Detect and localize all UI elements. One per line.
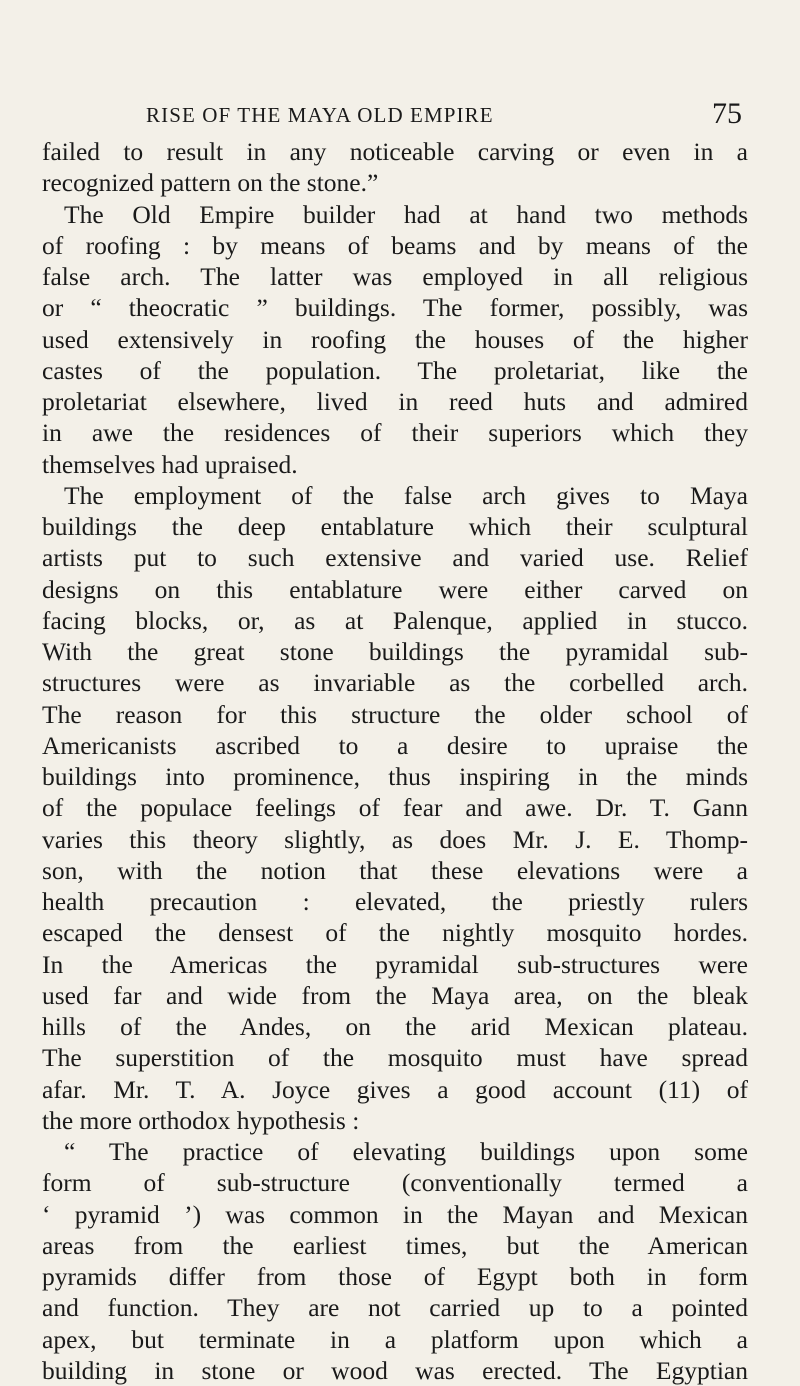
text-line: failed to result in any noticeable carving or even in a [42,137,748,166]
text-line: form of sub-structure (conventionally termed a [42,1168,748,1198]
page-number: 75 [712,97,742,130]
text-line: and function. They are not carried up to a pointed [42,1293,748,1323]
running-header [42,97,748,141]
text-line: With the great stone buildings the pyramidal sub- [42,637,748,666]
text-line: health precaution : elevated, the priestly rulers [42,887,748,916]
text-line: pyramids differ from those of Egypt both in form [42,1262,748,1291]
body-text [42,136,748,1386]
text-line: Americanists ascribed to a desire to upraise the [42,730,748,760]
text-line: the more orthodox hypothesis : [42,1105,360,1135]
text-line: The reason for this structure the older school of [42,699,748,729]
text-line: artists put to such extensive and varied use. Relief [42,543,748,573]
text-line: apex, but terminate in a platform upon which a [42,1324,748,1354]
text-line: varies this theory slightly, as does Mr. J. E. Thomp- [42,824,748,854]
text-line: of roofing : by means of beams and by means of the [42,230,748,260]
text-line: in awe the residences of their superiors which they [42,418,748,448]
text-line: or “ theocratic ” buildings. The former, possibly, was [42,293,748,323]
text-line: In the Americas the pyramidal sub-structures were [42,949,748,979]
text-line: hills of the Andes, on the arid Mexican plateau. [42,1012,748,1041]
text-line: false arch. The latter was employed in all religious [42,262,748,291]
text-line: castes of the population. The proletariat, like the [42,355,748,385]
text-line: The Old Empire builder had at hand two methods [64,199,748,229]
text-line: structures were as invariable as the corbelled arch. [42,668,748,698]
text-line: used extensively in roofing the houses of the higher [42,324,748,354]
text-line: facing blocks, or, as at Palenque, applied in stucco. [42,605,748,635]
text-line: building in stone or wood was erected. The Egyptian [42,1355,748,1385]
text-line: ‘ pyramid ’) was common in the Mayan and Mexican [42,1199,748,1229]
text-line: used far and wide from the Maya area, on the bleak [42,980,748,1010]
text-line: The superstition of the mosquito must have spread [42,1043,748,1073]
text-line: recognized pattern on the stone.” [42,168,379,198]
running-head-title: RISE OF THE MAYA OLD EMPIRE [146,103,494,127]
text-line: designs on this entablature were either carved on [42,574,748,604]
text-line: proletariat elsewhere, lived in reed huts and admired [42,387,748,416]
text-line: “ The practice of elevating buildings upon some [64,1137,748,1166]
text-line: escaped the densest of the nightly mosquito hordes. [42,918,748,948]
text-line: buildings into prominence, thus inspiring in the minds [42,762,748,791]
text-line: The employment of the false arch gives to Maya [64,480,748,510]
text-line: son, with the notion that these elevations were a [42,855,748,885]
text-line: areas from the earliest times, but the American [42,1230,748,1260]
text-line: themselves had upraised. [42,449,298,479]
text-line: of the populace feelings of fear and awe. Dr. T. Gann [42,793,748,823]
text-line: buildings the deep entablature which their sculptural [42,512,748,541]
text-line: afar. Mr. T. A. Joyce gives a good account (11) of [42,1074,748,1104]
